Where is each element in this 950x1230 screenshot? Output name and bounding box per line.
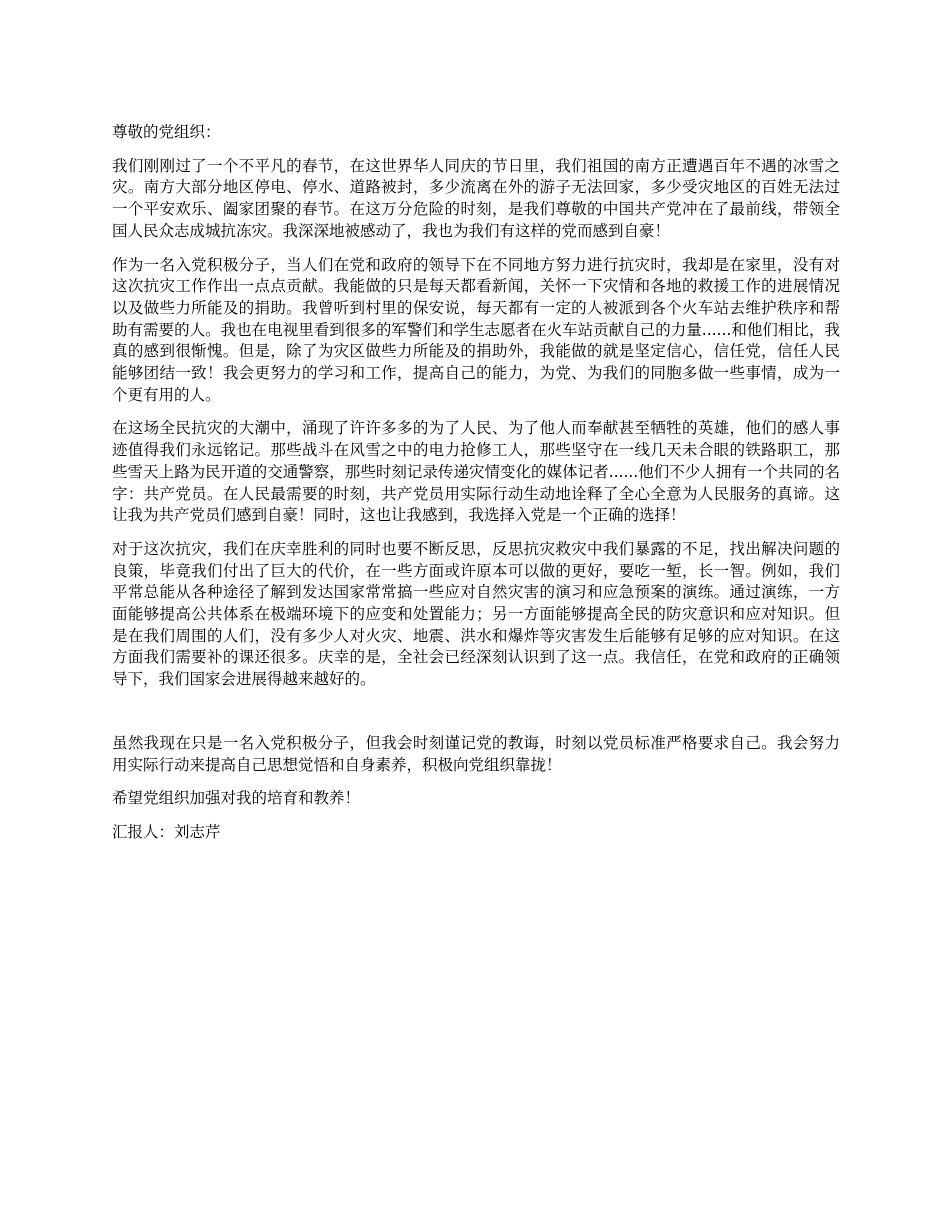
salutation: 尊敬的党组织： <box>112 123 221 141</box>
body-paragraph-4: 对于这次抗灾，我们在庆幸胜利的同时也要不断反思，反思抗灾救灾中我们暴露的不足，找出解决问题的良策，毕竟我们付出了巨大的代价，在一些方面或许原本可以做的更好，要吃一堑，长一智。例如，我们平常总能从各种途径了解到发达国家常常搞一些应对自然灾害的演习和应急预案的演练。通过演练，一方面能够提高公共体系在极端环境下的应变和处置能力；另一方面能够提高全民的防灾意识和应对知识。但是在我们周围的人们，没有多少人对火灾、地震、洪水和爆炸等灾害发生后能够有足够的应对知识。在这方面我们需要补的课还很多。庆幸的是，全社会已经深刻认识到了这一点。我信任，在党和政府的正确领导下，我们国家会进展得越来越好的。 <box>112 539 840 689</box>
closing-paragraph: 虽然我现在只是一名入党积极分子，但我会时刻谨记党的教诲，时刻以党员标准严格要求自己。我会努力用实际行动来提高自己思想觉悟和自身素养，积极向党组织靠拢！ <box>112 733 840 774</box>
paragraph-gap <box>112 703 840 733</box>
body-paragraph-1: 我们刚刚过了一个不平凡的春节，在这世界华人同庆的节日里，我们祖国的南方正遭遇百年不遇的冰雪之灾。南方大部分地区停电、停水、道路被封，多少流离在外的游子无法回家，多少受灾地区的百姓无法过一个平安欢乐、阖家团聚的春节。在这万分危险的时刻，是我们尊敬的中国共产党冲在了最前线，带领全国人民众志成城抗冻灾。我深深地被感动了，我也为我们有这样的党而感到自豪！ <box>112 156 840 240</box>
body-paragraph-3: 在这场全民抗灾的大潮中，涌现了许许多多的为了人民、为了他人而奉献甚至牺牲的英雄，他们的感人事迹值得我们永远铭记。那些战斗在风雪之中的电力抢修工人，那些坚守在一线几天未合眼的铁路职工，那些雪天上路为民开道的交通警察，那些时刻记录传递灾情变化的媒体记者......他们不少人拥有一个共同的名字：共产党员。在人民最需要的时刻，共产党员用实际行动生动地诠释了全心全意为人民服务的真谛。这让我为共产党员们感到自豪！同时，这也让我感到，我选择入党是一个正确的选择！ <box>112 419 840 525</box>
reporter-signature: 汇报人：刘志芹 <box>112 822 221 841</box>
closing-wish: 希望党组织加强对我的培育和教养！ <box>112 789 361 808</box>
body-paragraph-2: 作为一名入党积极分子，当人们在党和政府的领导下在不同地方努力进行抗灾时，我却是在家里，没有对这次抗灾工作作出一点点贡献。我能做的只是每天都看新闻，关怀一下灾情和各地的救援工作的进展情况以及做些力所能及的捐助。我曾听到村里的保安说，每天都有一定的人被派到各个火车站去维护秩序和帮助有需要的人。我也在电视里看到很多的军警们和学生志愿者在火车站贡献自己的力量......和他们相比，我真的感到很惭愧。但是，除了为灾区做些力所能及的捐助外，我能做的就是坚定信心，信任党，信任人民能够团结一致！我会更努力的学习和工作，提高自己的能力，为党、为我们的同胞多做一些事情，成为一个更有用的人。 <box>112 255 840 404</box>
